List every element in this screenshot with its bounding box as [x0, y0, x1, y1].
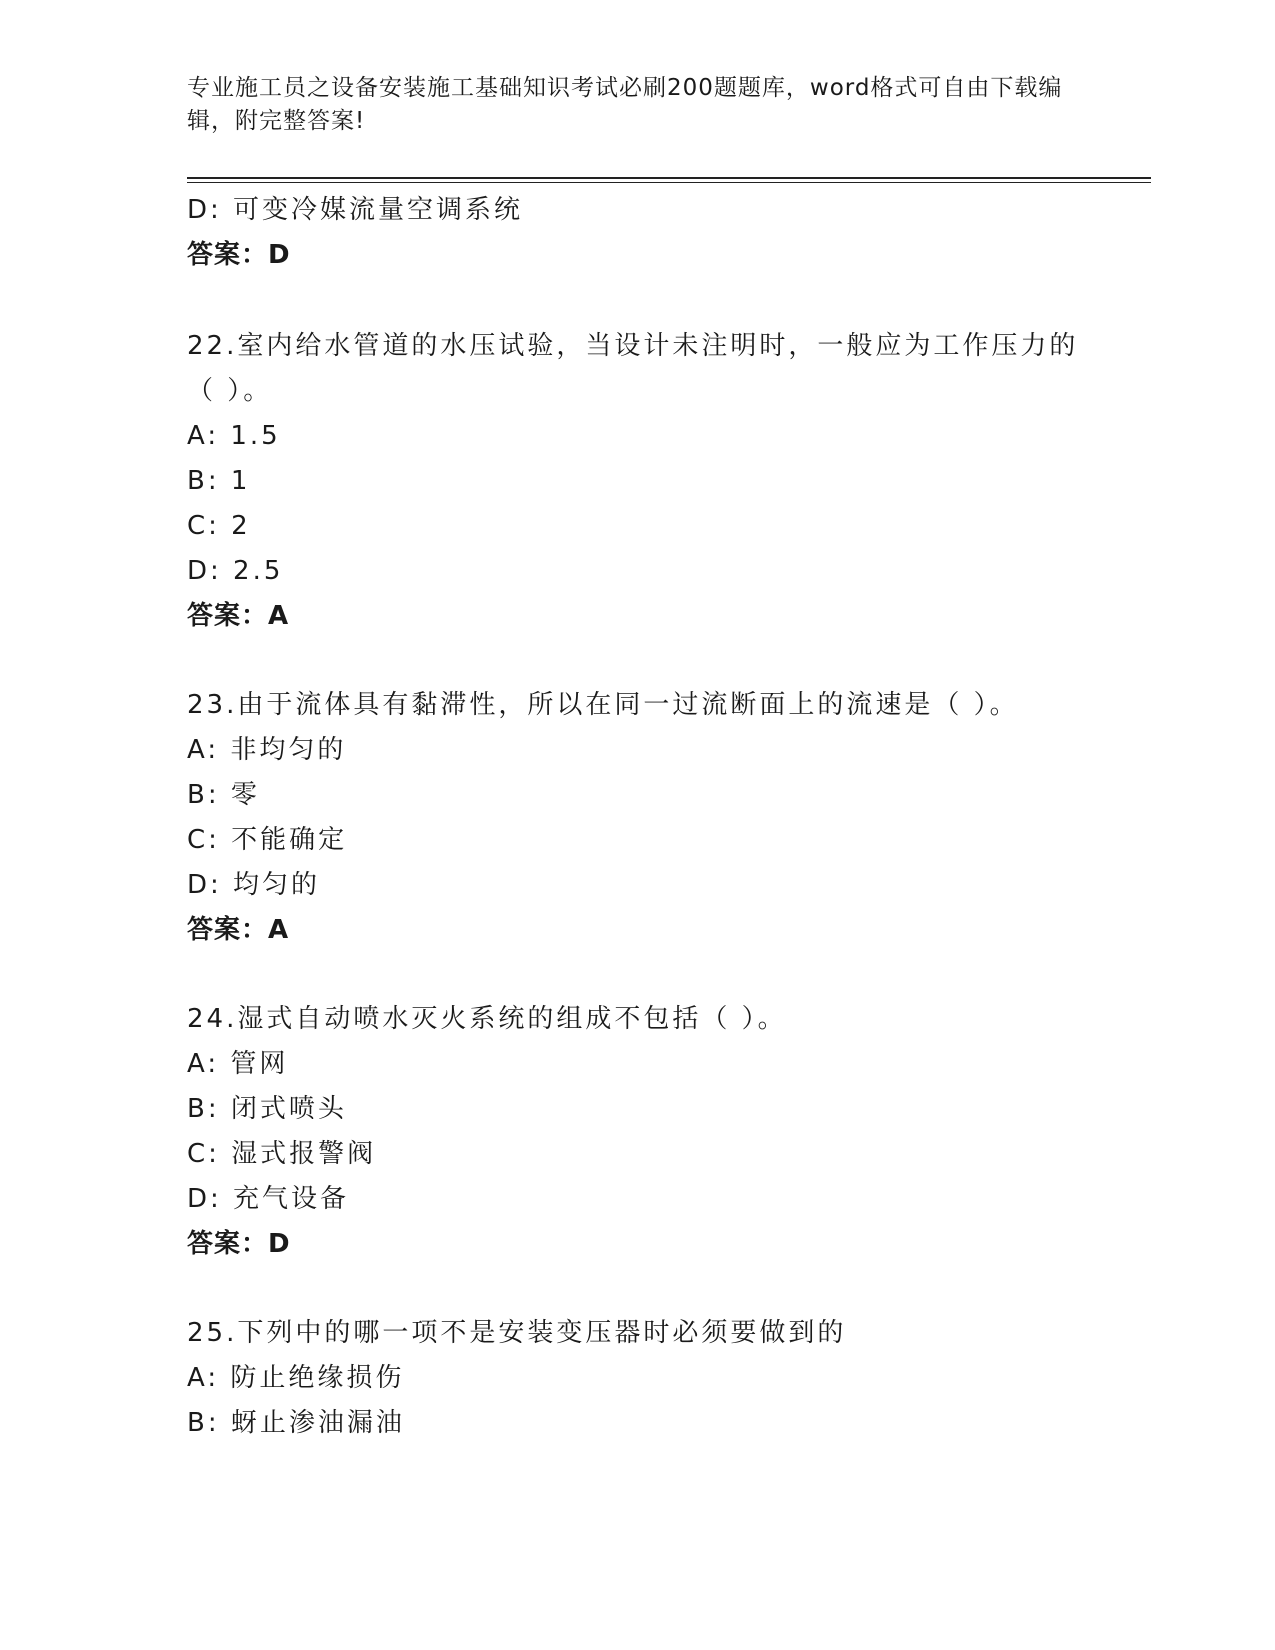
question-text: 22.室内给水管道的水压试验，当设计未注明时，一般应为工作压力的	[187, 331, 1079, 361]
header-divider-thick	[187, 177, 1151, 179]
question-25	[187, 1311, 1087, 1446]
question-22	[187, 324, 1087, 639]
option-b: B: 闭式喷头	[187, 1094, 347, 1124]
question-23	[187, 683, 1087, 953]
answer-line: 答案：A	[187, 915, 290, 945]
question-24	[187, 997, 1087, 1267]
option-b: B: 零	[187, 780, 260, 810]
answer-line: 答案：A	[187, 601, 290, 631]
option-d: D: 可变冷媒流量空调系统	[187, 195, 524, 225]
document-header: 专业施工员之设备安装施工基础知识考试必刷200题题库，word格式可自由下载编辑，附完整答案!	[187, 75, 1063, 134]
question-text: 23.由于流体具有黏滞性，所以在同一过流断面上的流速是（ ）。	[187, 690, 1019, 720]
header-divider-thin	[187, 182, 1151, 183]
option-d: D: 2.5	[187, 556, 284, 586]
option-d: D: 均匀的	[187, 870, 321, 900]
question-text: 24.湿式自动喷水灭火系统的组成不包括（ ）。	[187, 1004, 787, 1034]
option-a: A: 管网	[187, 1049, 289, 1079]
option-b: B: 蚜止渗油漏油	[187, 1408, 405, 1438]
option-c: C: 2	[187, 511, 251, 541]
option-a: A: 防止绝缘损伤	[187, 1363, 405, 1393]
question-text-continued: （ ）。	[187, 376, 273, 406]
answer-line: 答案：D	[187, 1229, 291, 1259]
option-c: C: 湿式报警阀	[187, 1139, 377, 1169]
option-c: C: 不能确定	[187, 825, 348, 855]
option-d: D: 充气设备	[187, 1184, 350, 1214]
question-text: 25.下列中的哪一项不是安装变压器时必须要做到的	[187, 1318, 847, 1348]
option-a: A: 1.5	[187, 421, 281, 451]
option-a: A: 非均匀的	[187, 735, 347, 765]
question-list	[187, 188, 1087, 1446]
option-b: B: 1	[187, 466, 251, 496]
answer-line: 答案：D	[187, 240, 291, 270]
